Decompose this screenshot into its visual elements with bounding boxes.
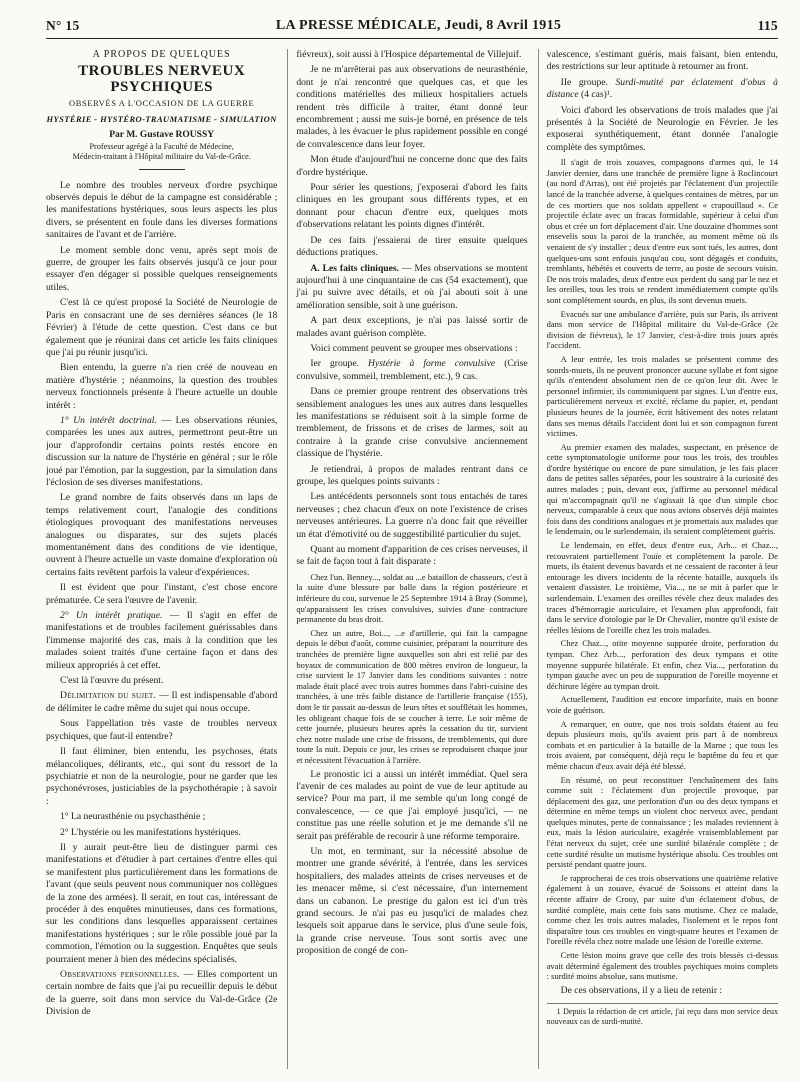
case-note: Chez Chaz..., otite moyenne suppurée droite, perforation du tympan. Chez Arb..., perforation des deux tympans et otite moyenne suppurée bilatérale. Et enfin, chez Via..., perforation du tympan gauche avec un peu de suppuration de l'oreille moyenne et déchirure légère au tympan droit.: [546, 638, 778, 691]
paragraph: De ces faits j'essaierai de tirer ensuite quelques déductions pratiques.: [296, 234, 528, 259]
article-pre-title: A PROPOS DE QUELQUES: [92, 49, 231, 60]
paragraph: Quant au moment d'apparition de ces crises nerveuses, il se fait de façon tout à fait disparate :: [296, 544, 528, 568]
columns: [46, 49, 778, 1069]
author-affiliation: Professeur agrégé à la Faculté de Médecine,: [89, 141, 234, 151]
case-note: Cette lésion moins grave que celle des trois blessés ci-dessus avait déterminé également des troubles psychiques moins complets : surdité moins absolue, sans mutisme.: [546, 950, 778, 982]
paragraph: Le nombre des troubles nerveux d'ordre psychique observés depuis le début de la campagne est considérable ; les manifestations hystériques, sous leurs aspects les plus divers, se présentent en foule dans les diverses formations sanitaires de l'avant et de l'arrière.: [46, 179, 278, 241]
case-note: A remarquer, en outre, que nos trois soldats étaient au feu depuis plusieurs mois, qu'ils avaient pris part à de nombreux combats et en particulier à la bataille de la Marne ; que tous les trois avaient, par conséquent, déjà reçu le baptême du feu et que même chacun d'eux avait déjà été blessé.: [546, 718, 778, 771]
case-note: Au premier examen des malades, suspectant, en présence de cette symptomatologie uniforme pour tous les trois, des troubles d'ordre hystérique ou encore de pure simulation, je les fais placer dans de petites salles séparées, pour les soustraire à la curiosité des autres malades ; puis, devant eux, j'affirme au personnel médical qui m'accompagnait qu'il ne s'agissait là que d'un simple choc nerveux, comparable à ceux que nous avions observés déjà maintes fois dans des conditions analogues et je promettais aux malades que le lendemain, ou le surlendemain, ils seraient complètement guéris.: [546, 441, 778, 537]
paragraph: Le pronostic ici a aussi un intérêt immédiat. Quel sera l'avenir de ces malades au point de vue de leur aptitude au service? Pour ma part, il me semble qu'un long congé de convalescence, — ce que j'ai employé jusqu'ici, — ne constitue pas une réelle solution et je me demande s'il ne serait pas préférable de recourir à une réforme temporaire.: [296, 768, 528, 842]
paragraph: Je ne m'arrêterai pas aux observations de neurasthénie, dont je n'ai rencontré que quelques cas, et que les conditions matérielles des milieux hospitaliers actuels rendent très difficile à traiter, étant donné leur encombrement ; aussi me suis-je borné, en présence de tels malades, à les évacuer le plus rapidement possible en congé de convalescence dans leur foyer.: [296, 64, 528, 150]
paragraph-text: — Les observations réunies, comparées les unes aux autres, permettront peut-être un jour d'approfondir certains points restés encore en discussion sur la nature de l'hystérie en général ; sur le rôle joué par l'émotion, par la suggestion, par la simulation dans l'éclosion de ses diverses manifestations.: [46, 414, 278, 488]
paragraph: Voici d'abord les observations de trois malades que j'ai présentés à la Société de Neurologie en Février. Je les exposerai synthétiquement, étant donnée l'analogie complète des symptômes.: [546, 104, 778, 153]
paragraph-text: (Crise convulsive, sommeil, tremblement, etc.), 9 cas.: [296, 358, 528, 382]
paragraph: C'est là l'œuvre du présent.: [60, 675, 164, 687]
case-note: Actuellement, l'audition est encore imparfaite, mais en bonne voie de guérison.: [546, 694, 778, 715]
section-lead: 2° Un intérêt pratique.: [60, 610, 163, 622]
column-2: [287, 49, 527, 1069]
running-head: [46, 0, 778, 39]
paragraph: Il y aurait peut-être lieu de distinguer parmi ces manifestations et d'étudier à part certaines d'entre elles qui se manifestent plus particulièrement dans les formations de l'avant (que seuls peuvent nous communiquer nos collègues de la zone des armées). Il serait, en tout cas, intéressant de procéder à des enquêtes minutieuses, dans ces formations, sur les conditions dans lesquelles apparaissent certaines manifestations hystériques ; sur le rôle possible joué par la commotion, l'émotion ou la suggestion. Enquêtes que seuls pourraient mener à bien des médecins spécialisés.: [46, 841, 278, 965]
paragraph: [296, 263, 527, 313]
page-number: 115: [757, 18, 778, 33]
group-title: Hystérie à forme convulsive: [359, 358, 496, 370]
paragraph-text: — Il s'agit en effet de manifestations et de troubles facilement guérissables dans l'immense majorité des cas, mais à la condition que les malades soient traités d'une certaine façon et dans des milieux appropriés à cet effet.: [46, 610, 278, 671]
case-note: Evacués sur une ambulance d'arrière, puis sur Paris, ils arrivent dans mon service de l'Hôpital militaire du Val-de-Grâce (2e division de fiévreux), le 17 Janvier, c'est-à-dire trois jours après l'accident.: [546, 308, 778, 351]
paragraph: [547, 77, 778, 102]
paragraph: A part deux exceptions, je n'ai pas laissé sortir de malades avant guérison complète.: [296, 315, 528, 339]
paragraph: De ces observations, il y a lieu de retenir :: [560, 984, 723, 996]
paragraph-text: — Elles comportent un certain nombre de faits que j'ai pu recueillir depuis le début de la guerre, soit dans mon service du Val-de-Grâce (2e Division de: [46, 969, 278, 1018]
paragraph: Dans ce premier groupe rentrent des observations très sensiblement analogues les unes aux autres dans lesquelles les manifestations se réduisent soit à la simple forme de tremblement, de frissons et de crises de larmes, soit au contraire à la grande crise convulsive anciennement classique de l'hystérie.: [296, 386, 528, 460]
paragraph: Voici comment peuvent se grouper mes observations :: [310, 342, 518, 354]
section-heading: A. Les faits cliniques.: [310, 262, 400, 274]
paragraph: Le grand nombre de faits observés dans un laps de temps relativement court, l'analogie des conditions étiologiques provoquant des manifestations nerveuses analogues ou disparates, sur des sujets placés momentanément dans des conditions de vie identique, ouvrent à l'heure actuelle un vaste domaine d'exploration où certains faits revêtent parfois la valeur d'expériences.: [46, 492, 278, 578]
heading-rule: [139, 169, 185, 170]
paragraph: Les antécédents personnels sont tous entachés de tares nerveuses ; chez chacun d'eux on note l'existence de crises nerveuses antérieures. La guerre n'a donc fait que réveiller un état d'émotivité ou de suggestibilité particulier du sujet.: [296, 491, 528, 540]
paragraph-text: (4 cas)¹.: [578, 89, 613, 101]
paragraph: Mon étude d'aujourd'hui ne concerne donc que des faits d'ordre hystérique.: [296, 154, 528, 178]
case-note: A leur entrée, les trois malades se présentent comme des sourds-muets, ils ne peuvent prononcer aucune syllabe et font signe qu'ils n'entendent absolument rien de ce qu'on leur dit. Avec le personnel infirmier, ils communiquent par signes. L'un d'entre eux, particulièrement nerveux et excité, réclame du papier, et, pendant plusieurs heures de la journée, écrit hâtivement des notes relatant dans ses menus détails l'accident dont lui et son compagnon furent victimes.: [546, 353, 778, 439]
case-note: Le lendemain, en effet, deux d'entre eux, Arb... et Chaz..., recouvraient partiellement l'ouïe et complètement la parole. De muets, ils étaient devenus bavards et ne cessaient de raconter à leur entourage les divers incidents de la récente bataille, auxquels ils venaient d'assister. Le troisième, Via..., ne se mit à parler que le surlendemain. L'examen des oreilles révèle chez deux malades des traces d'hémorragie auriculaire, et l'examen plus approfondi, fait dans le service d'otologie par le Dr Chevalier, montre qu'il existe de réelles lésions de l'oreille chez les trois malades.: [546, 540, 778, 635]
case-note: Je rapprocherai de ces trois observations une quatrième relative également à un zouave, évacué de Soissons et atteint dans la récente affaire de Crouy, par suite d'un éclatement d'obus, de surdité complète, mais cette fois sans mutisme. Chez ce malade, comme chez les trois autres malades, l'isolement et le repos font disparaître tous ces troubles en vingt-quatre heures et l'examen de l'oreille révéla chez notre malade une lésion de l'oreille externe.: [546, 872, 778, 947]
paragraph-text: — Mes observations se montent aujourd'hui à une cinquantaine de cas (54 exactement), que j'ai pu suivre avec détails, et où j'ai abouti soit à une amélioration sensible, soit à une guérison.: [296, 262, 528, 311]
article-subtitle: OBSERVÉS A L'OCCASION DE LA GUERRE: [68, 98, 255, 109]
group-title: Surdi-mutité par éclatement d'obus à distance: [546, 76, 778, 101]
paragraph: 1° La neurasthénie ou psychasthénie ;: [60, 811, 206, 823]
paragraph: Bien entendu, la guerre n'a rien créé de nouveau en matière d'hystérie ; néanmoins, la question des troubles nerveux fonctionnels présente à l'heure actuelle un double intérêt :: [46, 362, 278, 411]
case-note: Chez un autre, Boi..., ...e d'artillerie, qui fait la campagne depuis le début d'août, comme cuisinier, préparant la nourriture des tranchées de première ligne auxquelles son abri est relié par des boyaux de communication de 800 mètres environ de longueur, la crise survient le 17 Janvier dans les conditions suivantes : notre malade était placé avec trois autres hommes dans l'abri-cuisine des tranchées, à une très faible distance de l'artillerie française (155), dont le tir passait au-dessus de leurs têtes et soufflétait les hommes, les obligeant chaque fois de se coucher à terre. Le soir même de cette journée, plusieurs heures après la cessation du tir, survient chez notre malade une crise de frissons, de tremblements, qui dure toute la nuit. Depuis ce jour, les crises se reproduisent chaque jour et nécessitent l'évacuation à l'arrière.: [296, 627, 528, 765]
group-label: IIe groupe.: [560, 76, 608, 88]
footnote: 1 Depuis la rédaction de cet article, j'ai reçu dans mon service deux nouveaux cas de surdi-mutité.: [546, 1007, 778, 1027]
paragraph: Je retiendrai, à propos de malades rentrant dans ce groupe, les quelques points suivants :: [296, 463, 528, 487]
case-note: En résumé, on peut reconstituer l'enchaînement des faits comme suit : l'éclatement d'un projectile provoque, par déplacement des gaz, une perforation d'un ou des deux tympans et détermine en même temps un violent choc nerveux avec, pendant quelques minutes, perte de connaissance ; les malades reviennent à eux, mais la lésion auriculaire, exagérée vraisemblablement par l'état nerveux du sujet, crée une surdité bilatérale complète ; de cette surdité résulte un mutisme hystérique absolu. Ces troubles ont persisté pendant quatre jours.: [546, 774, 778, 870]
article-heading: [46, 49, 277, 170]
footnotes: [547, 1003, 778, 1027]
paragraph: Sous l'appellation très vaste de troubles nerveux psychiques, que faut-il entendre?: [46, 718, 278, 742]
paragraph: [296, 358, 527, 383]
case-note: Il s'agit de trois zouaves, compagnons d'armes qui, le 14 Janvier dernier, dans une tranchée de première ligne à Roclincourt (au nord d'Arras), ont été projetés par l'éclatement d'un projectile lancé de la tranchée adverse, à quelques centaines de mètres, par un de ces mortiers que nos soldats appellent « crapouillaud ». Ce projectile éclate avec un fracas formidable, supérieur à celui d'un obus et crée un fort déplacement d'air. Une douzaine d'hommes sont ensevelis sous la paroi de la tranchée, au moment même où ils venaient de s'y installer ; deux d'entre eux sont tués, les autres, dont quelques-uns sont enfouis jusqu'au cou, sont dégagés et conduits, tremblants, hébétés et couverts de terre, au poste de secours voisin. De nos trois malades, deux d'entre eux perdent du sang par le nez et les oreilles, tous les trois se rendent immédiatement compte qu'ils sont complètement sourds, en plus, ils sont devenus muets.: [546, 157, 778, 305]
author-affiliation: Médecin-traitant à l'Hôpital militaire du Val-de-Grâce.: [72, 151, 251, 161]
paragraph: Pour sérier les questions, j'exposerai d'abord les faits cliniques en les groupant sous différents types, et en donnant pour chacun d'entre eux, quelques mots d'observations relatant les points dignes d'intérêt.: [296, 182, 528, 231]
journal-title: LA PRESSE MÉDICALE, Jeudi, 8 Avril 1915: [275, 18, 562, 33]
paragraph: [46, 969, 277, 1019]
case-note: Chez l'un. Benney..., soldat au ...e bataillon de chasseurs, c'est à la suite d'une blessure par balle dans la région postérieure et inférieure du cou, survenue le 25 Septembre 1914 à Bray (Somme), qu'apparaissent les crises convulsives, suivies d'une contracture permanente du bras droit.: [296, 571, 528, 625]
paragraph: C'est là ce qu'est proposé la Société de Neurologie de Paris en consacrant une de ses dernières séances (le 18 Février) à l'étude de cette question. C'est dans ce but également que je réunirai dans cet article les faits cliniques que j'ai pu réunir jusqu'ici.: [46, 297, 278, 358]
paragraph: Il est évident que pour l'instant, c'est chose encore prématurée. Ce sera l'œuvre de l'avenir.: [46, 582, 278, 606]
article-title: TROUBLES NERVEUX PSYCHIQUES: [78, 63, 246, 96]
paragraph: Il faut éliminer, bien entendu, les psychoses, états mélancoliques, délirants, etc., qui sont du ressort de la psychiatrie et non de la neurologie, pour ne garder que les psychonévroses, justiciables de la psychothérapie ; à savoir :: [46, 746, 278, 807]
paragraph: valescence, s'estimant guéris, mais faisant, bien entendu, des restrictions sur leur aptitude à retourner au front.: [546, 49, 778, 73]
article-author: Par M. Gustave ROUSSY: [109, 130, 215, 141]
paragraph: [46, 690, 277, 715]
section-lead: 1° Un intérêt doctrinal.: [60, 414, 157, 426]
paragraph: Le moment semble donc venu, après sept mois de guerre, de grouper les faits observés jusqu'à ce jour pour essayer d'en dégager si possible quelques renseignements utiles.: [46, 244, 278, 293]
article-keywords: HYSTÉRIE - HYSTÉRO-TRAUMATISME - SIMULATION: [46, 113, 277, 124]
column-3: [538, 49, 778, 1069]
paragraph: Un mot, en terminant, sur la nécessité absolue de montrer une grande sévérité, à l'entrée, dans les services hospitaliers, des malades atteints de crises nerveuses et de les menacer même, si c'est nécessaire, d'un internement dans un cabanon. Le prestige du galon est ici d'un très grand secours. Je n'ai pas eu jusqu'ici de malades chez lesquels soit apparue dans le service, plus d'une seule fois, la grande crise nerveuse. Tous sont sortis avec une proposition de congé de con-: [296, 845, 528, 957]
paragraph: fiévreux), soit aussi à l'Hospice départemental de Villejuif.: [296, 49, 522, 60]
paragraph: [46, 610, 277, 672]
issue-number: N° 15: [46, 18, 80, 33]
section-lead: Délimitation du sujet.: [60, 690, 157, 702]
column-1: [46, 49, 277, 1069]
paragraph: [46, 415, 277, 489]
paragraph: 2° L'hystérie ou les manifestations hystériques.: [60, 826, 241, 838]
paragraph-text: — Il est indispensable d'abord de délimiter le cadre même du sujet qui nous occupe.: [46, 690, 278, 714]
group-label: Ier groupe.: [310, 358, 360, 370]
section-lead: Observations personnelles.: [60, 969, 180, 980]
